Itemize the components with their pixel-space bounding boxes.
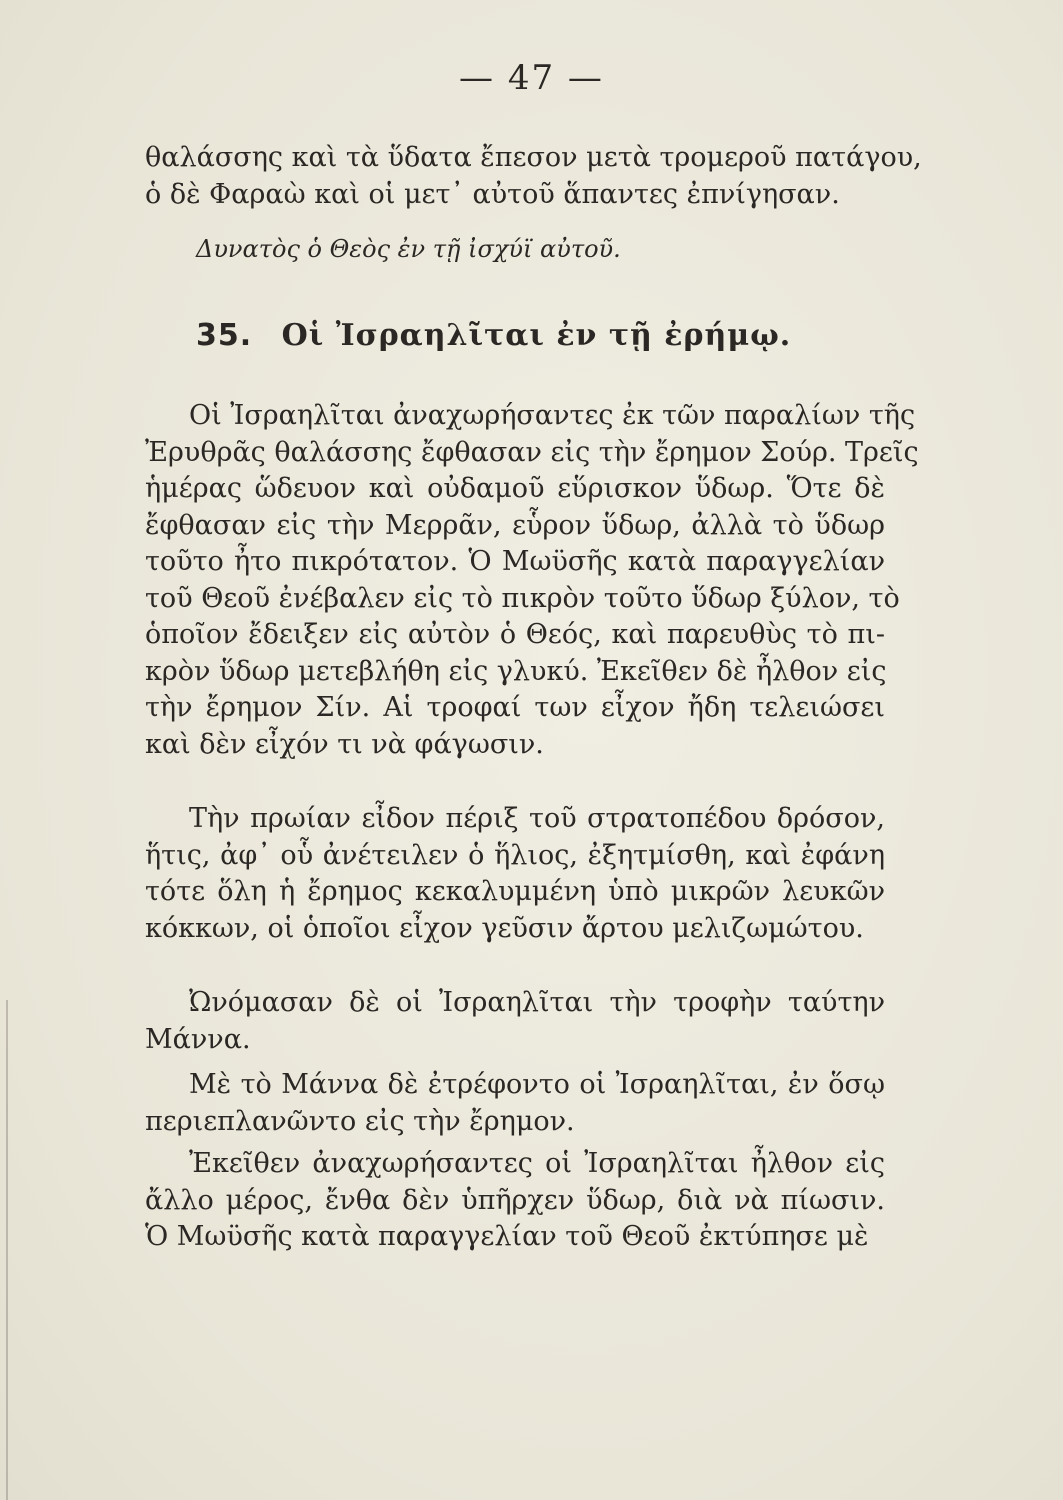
section-number: 35.: [196, 318, 253, 353]
text-line: κόκκων, οἱ ὁποῖοι εἶχον γεῦσιν ἄρτου μελιζωμώτου.: [145, 912, 864, 944]
text-line: ἔφθασαν εἰς τὴν Μερρᾶν, εὗρον ὕδωρ, ἀλλὰ τὸ ὕδωρ: [145, 509, 885, 541]
section-heading: [196, 318, 791, 353]
text-line: ἥτις, ἀφ᾽ οὗ ἀνέτειλεν ὁ ἥλιος, ἐξητμίσθη, καὶ ἐφάνη: [145, 839, 885, 871]
text-line: κρὸν ὕδωρ μετεβλήθη εἰς γλυκύ. Ἐκεῖθεν δὲ ἦλθον εἰς: [145, 655, 887, 687]
text-line: Ἐκεῖθεν ἀναχωρήσαντες οἱ Ἰσραηλῖται ἦλθον εἰς: [189, 1148, 885, 1179]
section-title: Οἱ Ἰσραηλῖται ἐν τῇ ἐρήμῳ.: [281, 318, 792, 353]
paragraph-1: [145, 398, 919, 763]
paragraph-3: [145, 985, 885, 1058]
text-line: ὁ δὲ Φαραὼ καὶ οἱ μετ᾽ αὐτοῦ ἅπαντες ἐπνίγησαν.: [145, 178, 840, 210]
text-line: Μὲ τὸ Μάννα δὲ ἐτρέφοντο οἱ Ἰσραηλῖται, ἐν ὅσῳ: [189, 1069, 885, 1100]
text-line: ἄλλο μέρος, ἔνθα δὲν ὑπῆρχεν ὕδωρ, διὰ νὰ πίωσιν.: [145, 1184, 885, 1216]
text-line: ἡμέρας ὥδευον καὶ οὐδαμοῦ εὕρισκον ὕδωρ. Ὅτε δὲ: [145, 473, 885, 504]
text-line: ὁποῖον ἔδειξεν εἰς αὐτὸν ὁ Θεός, καὶ παρευθὺς τὸ πι-: [145, 619, 885, 650]
text-line: τοῦ Θεοῦ ἐνέβαλεν εἰς τὸ πικρὸν τοῦτο ὕδωρ ξύλον, τὸ: [145, 582, 900, 614]
paragraph-5: [145, 1146, 885, 1256]
page-edge-shadow: [6, 1000, 8, 1500]
text-line: τοῦτο ἦτο πικρότατον. Ὁ Μωϋσῆς κατὰ παραγγελίαν: [145, 546, 885, 577]
text-line: θαλάσσης καὶ τὰ ὕδατα ἔπεσον μετὰ τρομεροῦ πατάγου,: [145, 142, 922, 173]
text-line: καὶ δὲν εἶχόν τι νὰ φάγωσιν.: [145, 728, 544, 760]
text-line: Μάννα.: [145, 1023, 251, 1055]
text-line: Οἱ Ἰσραηλῖται ἀναχωρήσαντες ἐκ τῶν παραλίων τῆς: [189, 400, 916, 431]
intro-text: [145, 140, 922, 213]
text-line: Τὴν πρωίαν εἶδον πέριξ τοῦ στρατοπέδου δρόσον,: [189, 803, 885, 834]
epigraph: Δυνατὸς ὁ Θεὸς ἐν τῇ ἰσχύϊ αὐτοῦ.: [196, 235, 621, 263]
text-line: Ἐρυθρᾶς θαλάσσης ἔφθασαν εἰς τὴν ἔρημον Σούρ. Τρεῖς: [145, 436, 919, 468]
paragraph-2: [145, 801, 885, 947]
page-number: — 47 —: [459, 58, 604, 98]
text-line: Ὁ Μωϋσῆς κατὰ παραγγελίαν τοῦ Θεοῦ ἐκτύπησε μὲ: [145, 1221, 869, 1252]
text-line: Ὠνόμασαν δὲ οἱ Ἰσραηλῖται τὴν τροφὴν ταύτην: [189, 987, 885, 1018]
text-line: τότε ὅλη ἡ ἔρημος κεκαλυμμένη ὑπὸ μικρῶν λευκῶν: [145, 876, 885, 907]
paragraph-4: [145, 1067, 885, 1140]
text-line: περιεπλανῶντο εἰς τὴν ἔρημον.: [145, 1105, 575, 1137]
text-line: τὴν ἔρημον Σίν. Αἱ τροφαί των εἶχον ἤδη τελειώσει: [145, 692, 885, 723]
